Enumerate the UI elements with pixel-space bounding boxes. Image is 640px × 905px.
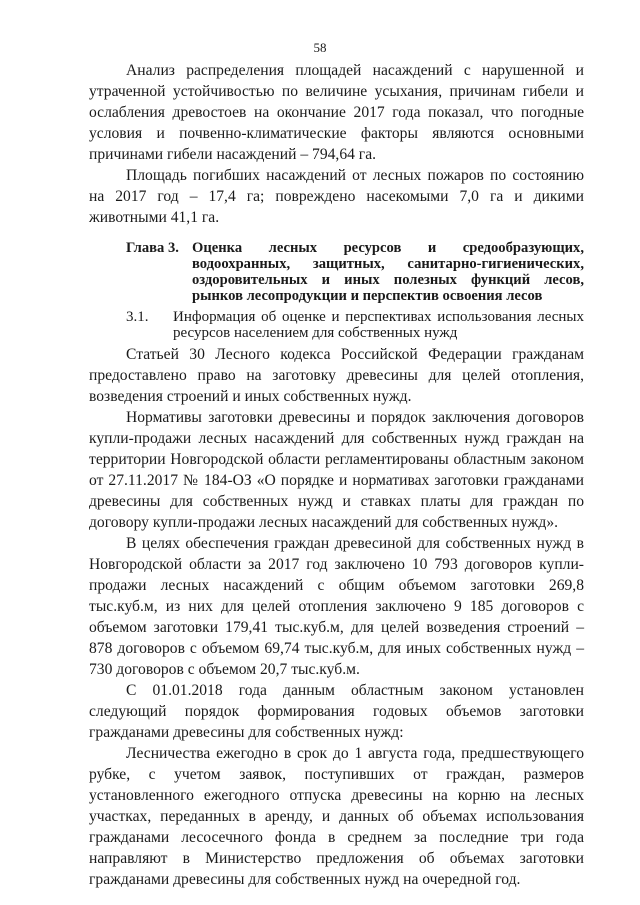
chapter-label: Глава 3. [126, 240, 179, 256]
chapter-heading [126, 240, 584, 304]
paragraph-forestry-proposals: Лесничества ежегодно в срок до 1 августа года, предшествующего рубке, с учетом заявок, поступивших от граждан, размеров установленного ежегодного отпуска древесины на корню на лесных участках, переданных в аренду, и данных об объемах использования гражданами лесосечного фонда в среднем за последние три года направляют в Министерство предложения об объемах заготовки гражданами древесины для собственных нужд на очередной год. [89, 745, 584, 888]
section-title: Информация об оценке и перспективах использования лесных ресурсов населением для собственных нужд [173, 309, 584, 341]
section-number: 3.1. [126, 309, 149, 325]
paragraph-forest-code: Статьей 30 Лесного кодекса Российской Федерации гражданам предоставлено право на заготовку древесины для целей отопления, возведения строений и иных собственных нужд. [89, 346, 584, 405]
document-body [89, 60, 584, 890]
paragraph-regulations: Нормативы заготовки древесины и порядок заключения договоров купли-продажи лесных насаждений для собственных нужд граждан на территории Новгородской области регламентированы областным законом от 27.11.2017 № 184-ОЗ «О порядке и нормативах заготовки гражданами древесины для собственных нужд и ставках платы для граждан по договору купли-продажи лесных насаждений для собственных нужд». [89, 409, 584, 531]
paragraph-contracts-2017: В целях обеспечения граждан древесиной для собственных нужд в Новгородской области за 2017 год заключено 10 793 договоров купли-продажи лесных насаждений с общим объемом заготовки 269,8 тыс.куб.м, из них для целей отопления заключено 9 185 договоров с объемом заготовки 179,41 тыс.куб.м, для целей возведения строений – 878 договоров с объемом 69,74 тыс.куб.м, для иных собственных нужд – 730 договоров с объемом 20,7 тыс.куб.м. [89, 535, 584, 678]
page-number: 58 [313, 40, 327, 55]
paragraph-procedure-2018: С 01.01.2018 года данным областным законом установлен следующий порядок формирования годовых объемов заготовки гражданами древесины для собственных нужд: [89, 682, 584, 741]
chapter-title: Оценка лесных ресурсов и средообразующих, водоохранных, защитных, санитарно-гигиенических, оздоровительных и иных полезных функций лесов, рынков лесопродукции и перспектив освоения лесов [192, 240, 584, 304]
paragraph-damage-analysis: Анализ распределения площадей насаждений с нарушенной и утраченной устойчивостью по величине усыхания, причинам гибели и ослабления древостоев на окончание 2017 года показал, что погодные условия и почвенно-климатические факторы являются основными причинами гибели насаждений – 794,64 га. [89, 62, 584, 163]
paragraph-fire-loss: Площадь погибших насаждений от лесных пожаров по состоянию на 2017 год – 17,4 га; повреждено насекомыми 7,0 га и дикими животными 41,1 га. [89, 167, 584, 226]
section-heading [126, 309, 584, 341]
